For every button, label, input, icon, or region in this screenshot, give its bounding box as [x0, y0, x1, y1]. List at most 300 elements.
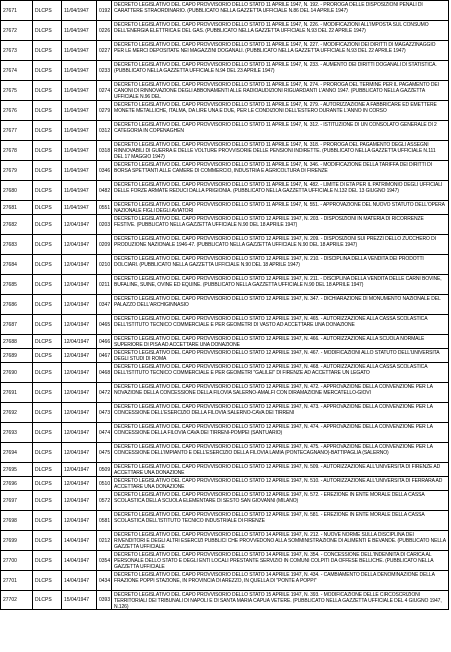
act-description: DECRETO LEGISLATIVO DEL CAPO PROVVISORIO DELLO STATO 12 APRILE 1947, N. 473. - APPROVAZIONE DELLA CONVENZIONE PER LA CONCESSIONE DELL'ESERCIZIO DELLA FILOVIA SALERNO-CAVA DEI TIRRENI	[114, 403, 433, 416]
act-type-cell	[33, 201, 62, 214]
act-type-cell	[33, 491, 62, 510]
act-description: DECRETO LEGISLATIVO DEL CAPO PROVVISORIO DELLO STATO 14 APRILE 1947, N. 434. - CAMBIAMENTO DELLA DENOMINAZIONE DELLA FRAZIONE POPPI STAZIONE, IN PROVINCIA DI AREZZO, IN QUELLA DI "PONTE A POPPI"	[114, 571, 435, 584]
table-row	[0, 362, 449, 382]
table-row	[0, 382, 449, 402]
act-type-cell	[33, 511, 62, 530]
act-number-cell	[97, 363, 112, 382]
record-id: 27674	[3, 67, 17, 74]
act-type: DLCPS	[35, 480, 52, 487]
record-id: 27688	[3, 338, 17, 345]
table-row	[0, 80, 449, 100]
act-number: 0312	[99, 127, 111, 134]
table-row	[0, 550, 449, 570]
act-number: 0279	[99, 107, 111, 114]
table-row	[0, 254, 449, 274]
act-date-cell	[62, 335, 97, 348]
act-description-cell	[112, 363, 448, 382]
act-type-cell	[33, 295, 62, 314]
act-description: DECRETO LEGISLATIVO DEL CAPO PROVVISORIO DELLO STATO 11 APRILE 1947, N. 192. - PROROGA DELLE DISPOSIZIONI PENALI DI CARATTERE STRAORDINARIO. (PUBBLICATO NELLA GAZZETTA UFFICIALE N.86 DEL 14 APRILE 1947)	[114, 1, 423, 14]
act-type: DLCPS	[35, 338, 52, 345]
act-description: DECRETO LEGISLATIVO DEL CAPO PROVVISORIO DELLO STATO 12 APRILE 1947, N. 475. - APPROVAZIONE DELLA CONVENZIONE PER LA CONCESSIONE DELL'IMPIANTO E DELL'ESERCIZIO DELLA FILOVIA LAMIA (PONTECAGNANO)-BATTIPAGLIA (SALERNO)	[114, 443, 433, 456]
act-date-cell	[62, 101, 97, 120]
act-type-cell	[33, 41, 62, 60]
table-row	[0, 402, 449, 422]
act-number: 0210	[99, 261, 111, 268]
record-id: 27697	[3, 497, 17, 504]
act-number-cell	[97, 491, 112, 510]
act-type: DLCPS	[35, 429, 52, 436]
act-description-cell	[112, 21, 448, 40]
act-number-cell	[97, 531, 112, 550]
act-type: DLCPS	[35, 301, 52, 308]
act-number-cell	[97, 349, 112, 362]
record-id-cell	[1, 335, 33, 348]
act-date-cell	[62, 61, 97, 80]
act-number: 0473	[99, 409, 111, 416]
act-number-cell	[97, 161, 112, 180]
act-date-cell	[62, 81, 97, 100]
act-number: 0233	[99, 67, 111, 74]
act-number-cell	[97, 477, 112, 490]
act-description-cell	[112, 591, 448, 609]
act-number: 0192	[99, 7, 111, 14]
record-id: 27694	[3, 449, 17, 456]
record-id-cell	[1, 295, 33, 314]
act-description-cell	[112, 315, 448, 334]
act-type-cell	[33, 121, 62, 140]
act-type: DLCPS	[35, 241, 52, 248]
act-description: DECRETO LEGISLATIVO DEL CAPO PROVVISORIO DELLO STATO 11 APRILE 1947, N. 346. - MODIFICAZIONE DELLA TARIFFA DEI DIRITTI DI BORSA SPETTANTI ALLE CAMERE DI COMMERCIO, INDUSTRIA E AGRICOLTURA DI FIRENZE	[114, 161, 432, 174]
act-type-cell	[33, 101, 62, 120]
record-id: 27671	[3, 7, 17, 14]
act-number-cell	[97, 463, 112, 476]
act-type-cell	[33, 315, 62, 334]
act-type: DLCPS	[35, 107, 52, 114]
record-id-cell	[1, 403, 33, 422]
act-description: DECRETO LEGISLATIVO DEL CAPO PROVVISORIO DELLO STATO 11 APRILE 1947, N. 279. - AUTORIZZAZIONE A FABBRICARE ED EMETTERE MONETE METALLICHE, ITALMA, DA LIRE UNA E DUE, PER LE CONDIZIONI DELL'ESTERO DURANTE L'ANNO IN CORSO	[114, 101, 437, 114]
act-type-cell	[33, 363, 62, 382]
act-type-cell	[33, 477, 62, 490]
act-number-cell	[97, 255, 112, 274]
act-type-cell	[33, 531, 62, 550]
act-number-cell	[97, 201, 112, 214]
act-description-cell	[112, 349, 448, 362]
record-id-cell	[1, 477, 33, 490]
act-date: 14/04/1947	[64, 557, 90, 564]
act-date: 11/04/1947	[64, 7, 89, 14]
table-row	[0, 530, 449, 550]
record-id-cell	[1, 1, 33, 20]
act-date: 12/04/1947	[64, 497, 90, 504]
record-id: 27698	[3, 517, 17, 524]
act-number-cell	[97, 61, 112, 80]
act-description: DECRETO LEGISLATIVO DEL CAPO PROVVISORIO DELLO STATO 12 APRILE 1947, N. 210. - DISCIPLINA DELLA VENDITA DEI PRODOTTI DOLCIARI. (PUBBLICATO NELLA GAZZETTA UFFICIALE N.90 DEL 18 APRILE 1947)	[114, 255, 424, 268]
act-description: DECRETO LEGISLATIVO DEL CAPO PROVVISORIO DELLO STATO 12 APRILE 1947, N. 510. - AUTORIZZAZIONE ALL'UNIVERSITA DI FERRARA AD ACCETTARE UNA DONAZIONE	[114, 477, 443, 490]
act-date: 12/04/1947	[64, 389, 90, 396]
record-id: 27678	[3, 147, 17, 154]
act-date: 11/04/1947	[64, 127, 89, 134]
table-row	[0, 422, 449, 442]
act-type: DLCPS	[35, 557, 52, 564]
table-row	[0, 490, 449, 510]
act-date: 11/04/1947	[64, 87, 89, 94]
act-description-cell	[112, 121, 448, 140]
act-description: DECRETO LEGISLATIVO DEL CAPO PROVVISORIO DELLO STATO 12 APRILE 1947, N. 581. - EREZIONE IN ENTE MORALE DELLA CASSA SCOLASTICA DELL'ISTITUTO TECNICO INDUSTRIALE DI FIRENZE	[114, 511, 425, 524]
table-row	[0, 348, 449, 362]
act-type: DLCPS	[35, 127, 52, 134]
act-description: DECRETO LEGISLATIVO DEL CAPO PROVVISORIO DELLO STATO 11 APRILE 1947, N. 482. - LIMITE DI ETA PER IL PATRIMONIO DEGLI UFFICIALI DELLE FORZE ARMATE REDUCI DALLA PRIGIONIA. (PUBBLICATO NELLA GAZZETTA UFFICIALE N.132 DEL 13 GIUGNO 1947)	[114, 181, 443, 194]
act-date-cell	[62, 141, 97, 160]
record-id-cell	[1, 363, 33, 382]
act-number: 0226	[99, 27, 111, 34]
act-number: 0551	[99, 204, 111, 211]
record-id: 27683	[3, 241, 17, 248]
act-description-cell	[112, 403, 448, 422]
act-date: 14/04/1947	[64, 577, 90, 584]
table-row	[0, 120, 449, 140]
act-date-cell	[62, 349, 97, 362]
act-date: 12/04/1947	[64, 321, 90, 328]
act-description-cell	[112, 443, 448, 462]
table-row	[0, 200, 449, 214]
act-number: 0510	[99, 480, 111, 487]
act-description-cell	[112, 477, 448, 490]
act-type: DLCPS	[35, 369, 52, 376]
act-description-cell	[112, 551, 448, 570]
act-type: DLCPS	[35, 147, 52, 154]
act-number: 0465	[99, 321, 111, 328]
act-description-cell	[112, 101, 448, 120]
act-type: DLCPS	[35, 517, 52, 524]
act-date-cell	[62, 531, 97, 550]
act-date-cell	[62, 363, 97, 382]
act-type-cell	[33, 1, 62, 20]
act-description-cell	[112, 161, 448, 180]
act-description-cell	[112, 141, 448, 160]
record-id-cell	[1, 349, 33, 362]
act-date: 12/04/1947	[64, 466, 90, 473]
act-number-cell	[97, 235, 112, 254]
act-number: 0274	[99, 87, 111, 94]
record-id-cell	[1, 161, 33, 180]
act-date: 12/04/1947	[64, 221, 90, 228]
act-description: DECRETO LEGISLATIVO DEL CAPO PROVVISORIO DELLO STATO 14 APRILE 1947, N. 354. - CONCESSIONE DELL'INDENNITA DI CARICA AL PERSONALE DELLO STATO E DEGLI ENTI LOCALI PRESTANTE SERVIZIO IN COMUNI COLPITI DA OFFESE BELLICHE. (PUBBLICATO NELLA GAZZETTA UFFICIALE	[114, 551, 434, 570]
act-date-cell	[62, 511, 97, 530]
act-number-cell	[97, 181, 112, 200]
act-date-cell	[62, 121, 97, 140]
act-description: DECRETO LEGISLATIVO DEL CAPO PROVVISORIO DELLO STATO 12 APRILE 1947, N. 466. - AUTORIZZAZIONE ALLA SCUOLA NORMALE SUPERIORE DI PISA AD ACCETTARE UNA DONAZIONE	[114, 335, 425, 348]
record-id-cell	[1, 235, 33, 254]
act-date: 11/04/1947	[64, 167, 89, 174]
act-number: 0581	[99, 517, 111, 524]
act-type-cell	[33, 551, 62, 570]
table-row	[0, 274, 449, 294]
act-type-cell	[33, 161, 62, 180]
act-type: DLCPS	[35, 466, 52, 473]
act-type: DLCPS	[35, 7, 52, 14]
act-date-cell	[62, 551, 97, 570]
act-type-cell	[33, 571, 62, 590]
record-id: 27684	[3, 261, 17, 268]
record-id-cell	[1, 383, 33, 402]
act-date-cell	[62, 315, 97, 334]
record-id-cell	[1, 315, 33, 334]
record-id: 27689	[3, 352, 17, 359]
table-row	[0, 442, 449, 462]
act-number: 0466	[99, 338, 111, 345]
table-row	[0, 476, 449, 490]
record-id: 27702	[3, 596, 17, 603]
table-row	[0, 294, 449, 314]
act-type: DLCPS	[35, 389, 52, 396]
act-date-cell	[62, 181, 97, 200]
act-type-cell	[33, 255, 62, 274]
act-description-cell	[112, 531, 448, 550]
act-number: 0346	[99, 167, 111, 174]
act-date-cell	[62, 403, 97, 422]
act-type: DLCPS	[35, 449, 52, 456]
act-number: 0211	[99, 281, 110, 288]
act-type: DLCPS	[35, 167, 52, 174]
act-type: DLCPS	[35, 352, 52, 359]
table-row	[0, 334, 449, 348]
act-type-cell	[33, 383, 62, 402]
table-row	[0, 462, 449, 476]
act-description: DECRETO LEGISLATIVO DEL CAPO PROVVISORIO DELLO STATO 12 APRILE 1947, N. 472. - APPROVAZIONE DELLA CONVENZIONE PER LA NOVAZIONE DELLA CONCESSIONE DELLA FILOVIA SALERNO-AMALFI CON DIRAMAZIONE MERCATELLO-GIOVI	[114, 383, 433, 396]
record-id-cell	[1, 215, 33, 234]
act-type-cell	[33, 61, 62, 80]
act-description: DECRETO LEGISLATIVO DEL CAPO PROVVISORIO DELLO STATO 15 APRILE 1947, N. 393. - MODIFICAZIONE DELLE CIRCOSCRIZIONI TERRITORIALI DEI TRIBUNALI DI NAPOLI E DI SANTA MARIA CAPUA VETERE. (PUBBLICATO NELLA GAZZETTA UFFICIALE DEL 4 GIUGNO 1947, N.126)	[114, 591, 442, 610]
record-id-cell	[1, 551, 33, 570]
record-id: 27699	[3, 537, 17, 544]
act-type-cell	[33, 349, 62, 362]
record-id-cell	[1, 21, 33, 40]
record-id-cell	[1, 101, 33, 120]
act-description-cell	[112, 491, 448, 510]
act-date-cell	[62, 41, 97, 60]
act-number: 0475	[99, 449, 111, 456]
record-id-cell	[1, 61, 33, 80]
act-type: DLCPS	[35, 87, 52, 94]
act-number-cell	[97, 511, 112, 530]
act-description: DECRETO LEGISLATIVO DEL CAPO PROVVISORIO DELLO STATO 12 APRILE 1947, N. 468. - AUTORIZZAZIONE ALLA CASSA SCOLASTICA DELL'ISTITUTO TECNICO COMMERCIALE E PER GEOMETRI "GALILEI" DI FIRENZE AD ACCETTARE UN LEGATO	[114, 363, 428, 376]
table-row	[0, 20, 449, 40]
act-number: 0354	[99, 557, 111, 564]
act-number-cell	[97, 141, 112, 160]
act-description-cell	[112, 335, 448, 348]
act-type: DLCPS	[35, 321, 52, 328]
act-description-cell	[112, 41, 448, 60]
act-date-cell	[62, 591, 97, 609]
act-description: DECRETO LEGISLATIVO DEL CAPO PROVVISORIO DELLO STATO 12 APRILE 1947, N. 474. - APPROVAZIONE DELLA CONVENZIONE PER LA CONCESSIONE DELLA FILOVIA CAVA DEI TIRRENI-POMPEI (SANTUARIO)	[114, 423, 433, 436]
record-id-cell	[1, 201, 33, 214]
act-description-cell	[112, 181, 448, 200]
act-date-cell	[62, 491, 97, 510]
record-id: 27682	[3, 221, 17, 228]
act-type-cell	[33, 235, 62, 254]
act-date: 12/04/1947	[64, 517, 90, 524]
act-type: DLCPS	[35, 596, 52, 603]
act-date: 12/04/1947	[64, 301, 90, 308]
act-number-cell	[97, 21, 112, 40]
table-row	[0, 140, 449, 160]
record-id-cell	[1, 443, 33, 462]
act-type-cell	[33, 81, 62, 100]
act-number-cell	[97, 423, 112, 442]
act-type: DLCPS	[35, 409, 52, 416]
table-row	[0, 570, 449, 590]
record-id: 27685	[3, 281, 17, 288]
act-description: DECRETO LEGISLATIVO DEL CAPO PROVVISORIO DELLO STATO 12 APRILE 1947, N. 203. - DISPOSIZIONI IN MATERIA DI RICORRENZE FESTIVE. (PUBBLICATO NELLA GAZZETTA UFFICIALE N.90 DEL 18 APRILE 1947)	[114, 215, 424, 228]
act-number-cell	[97, 81, 112, 100]
act-description-cell	[112, 81, 448, 100]
act-number-cell	[97, 41, 112, 60]
act-date: 11/04/1947	[64, 67, 89, 74]
act-number: 0467	[99, 352, 111, 359]
act-description-cell	[112, 235, 448, 254]
act-type-cell	[33, 141, 62, 160]
record-id: 27675	[3, 87, 17, 94]
table-row	[0, 510, 449, 530]
act-description-cell	[112, 423, 448, 442]
act-date: 14/04/1947	[64, 537, 90, 544]
record-id-cell	[1, 463, 33, 476]
act-date: 11/04/1947	[64, 204, 89, 211]
act-type: DLCPS	[35, 27, 52, 34]
act-type-cell	[33, 443, 62, 462]
act-number: 0509	[99, 466, 111, 473]
record-id: 27676	[3, 107, 17, 114]
act-description: DECRETO LEGISLATIVO DEL CAPO PROVVISORIO DELLO STATO 11 APRILE 1947, N. 551. - APPROVAZIONE DEL NUOVO STATUTO DELL'OPERA NAZIONALE FIGLI DEGLI AVIATORI	[114, 201, 445, 214]
act-description: DECRETO LEGISLATIVO DEL CAPO PROVVISORIO DELLO STATO 11 APRILE 1947, N. 226. - MODIFICAZIONI ALL'IMPOSTA SUL CONSUMO DELL'ENERGIA ELETTRICA E DEL GAS. (PUBBLICATO NELLA GAZZETTA UFFICIALE N.93 DEL 22 APRILE 1947)	[114, 21, 429, 34]
act-number-cell	[97, 443, 112, 462]
act-type: DLCPS	[35, 497, 52, 504]
act-description: DECRETO LEGISLATIVO DEL CAPO PROVVISORIO DELLO STATO 12 APRILE 1947, N. 347. - DICHIARAZIONE DI MONUMENTO NAZIONALE DEL PALAZZO DELL'ARCHIGINNASIO	[114, 295, 441, 308]
record-id-cell	[1, 531, 33, 550]
record-id: 27701	[3, 577, 17, 584]
record-id: 27693	[3, 429, 17, 436]
act-number: 0434	[99, 577, 111, 584]
act-date: 12/04/1947	[64, 352, 90, 359]
act-date-cell	[62, 161, 97, 180]
act-description: DECRETO LEGISLATIVO DEL CAPO PROVVISORIO DELLO STATO 12 APRILE 1947, N. 467. - MODIFICAZIONI ALLO STATUTO DELL'UNIVERSITA DEGLI STUDI DI ROMA	[114, 349, 440, 362]
act-date: 11/04/1947	[64, 47, 89, 54]
act-number: 0227	[99, 47, 111, 54]
act-number: 0468	[99, 369, 111, 376]
act-number-cell	[97, 571, 112, 590]
act-date: 12/04/1947	[64, 409, 90, 416]
act-type: DLCPS	[35, 577, 52, 584]
record-id-cell	[1, 511, 33, 530]
act-number: 0482	[99, 187, 111, 194]
act-description-cell	[112, 571, 448, 590]
act-type-cell	[33, 215, 62, 234]
act-type-cell	[33, 275, 62, 294]
table-row	[0, 60, 449, 80]
record-id: 27672	[3, 27, 17, 34]
act-date-cell	[62, 255, 97, 274]
record-id: 27680	[3, 187, 17, 194]
act-type-cell	[33, 335, 62, 348]
act-date-cell	[62, 423, 97, 442]
act-type: DLCPS	[35, 281, 52, 288]
record-id-cell	[1, 121, 33, 140]
act-description: DECRETO LEGISLATIVO DEL CAPO PROVVISORIO DELLO STATO 11 APRILE 1947, N. 233. - AUMENTO DEI DIRITTI DOGANALI DI STATISTICA. (PUBBLICATO NELLA GAZZETTA UFFICIALE N.94 DEL 23 APRILE 1947)	[114, 61, 437, 74]
act-date: 11/04/1947	[64, 107, 89, 114]
act-description-cell	[112, 61, 448, 80]
table-row	[0, 160, 449, 180]
act-description: DECRETO LEGISLATIVO DEL CAPO PROVVISORIO DELLO STATO 12 APRILE 1947, N. 209. - DISPOSIZIONI SUI PREZZI DELLO ZUCCHERO DI PRODUZIONE NAZIONALE 1946-47. (PUBBLICATO NELLA GAZZETTA UFFICIALE N.90 DEL 18 APRILE 1947)	[114, 235, 436, 248]
act-type-cell	[33, 463, 62, 476]
act-type: DLCPS	[35, 537, 52, 544]
act-number-cell	[97, 121, 112, 140]
act-date: 11/04/1947	[64, 147, 89, 154]
act-number-cell	[97, 335, 112, 348]
act-description-cell	[112, 1, 448, 20]
record-id-cell	[1, 275, 33, 294]
act-date: 12/04/1947	[64, 281, 90, 288]
act-number-cell	[97, 275, 112, 294]
record-id-cell	[1, 571, 33, 590]
act-description-cell	[112, 463, 448, 476]
record-id-cell	[1, 423, 33, 442]
act-date: 12/04/1947	[64, 429, 90, 436]
act-date-cell	[62, 571, 97, 590]
act-date-cell	[62, 1, 97, 20]
record-id: 27695	[3, 466, 17, 473]
act-date: 12/04/1947	[64, 369, 90, 376]
act-description: DECRETO LEGISLATIVO DEL CAPO PROVVISORIO DELLO STATO 11 APRILE 1947, N. 318. - PROROGA DEL PAGAMENTO DEGLI ASSEGNI RINNOVABILI DI GUERRA E DELLE VOLTURE PROVVISORIE DELLE PENSIONI INDIRETTE. (PUBBLICATO NELLA GAZZETTA UFFICIALE N.111 DEL 17 MAGGIO 1947)	[114, 141, 436, 160]
act-number-cell	[97, 403, 112, 422]
act-type-cell	[33, 423, 62, 442]
record-id: 27691	[3, 389, 17, 396]
act-date: 12/04/1947	[64, 261, 90, 268]
act-number: 0393	[99, 596, 111, 603]
act-type-cell	[33, 591, 62, 609]
act-description-cell	[112, 511, 448, 530]
record-id-cell	[1, 491, 33, 510]
table-row	[0, 40, 449, 60]
act-date: 12/04/1947	[64, 241, 90, 248]
record-id-cell	[1, 81, 33, 100]
act-number-cell	[97, 215, 112, 234]
act-date: 15/04/1947	[64, 596, 90, 603]
act-type: DLCPS	[35, 67, 52, 74]
record-id: 27687	[3, 321, 17, 328]
act-type: DLCPS	[35, 261, 52, 268]
act-description-cell	[112, 201, 448, 214]
act-description: DECRETO LEGISLATIVO DEL CAPO PROVVISORIO DELLO STATO 11 APRILE 1947, N. 274. - PROROGA DEL TERMINE PER IL PAGAMENTO DEI CANONI DI RINNOVAZIONE DEGLI ABBONAMENTI ALLE RADIOAUDIZIONI RIGUARDANTI L'ANNO 1947. (PUBBLICATO NELLA GAZZETTA UFFICIALE N.96 DEL	[114, 81, 439, 100]
record-id-cell	[1, 141, 33, 160]
act-number: 0472	[99, 389, 111, 396]
table-row	[0, 590, 449, 610]
record-id: 27681	[3, 204, 17, 211]
act-date-cell	[62, 275, 97, 294]
act-description-cell	[112, 275, 448, 294]
act-number: 0347	[99, 301, 111, 308]
record-id-cell	[1, 591, 33, 609]
table-row	[0, 234, 449, 254]
act-date-cell	[62, 215, 97, 234]
act-description: DECRETO LEGISLATIVO DEL CAPO PROVVISORIO DELLO STATO 14 APRILE 1947, N. 212. - NUOVE NORME SULLA DISCIPLINA DEI RIVENDITORI E DEGLI ALTRI ESERCIZI PUBBLICI CHE PROVVEDONO ALLA SOMMINISTRAZIONE DI ALIMENTI E BEVANDE. (PUBBLICATO NELLA GAZZETTA UFFICIALE	[114, 531, 446, 550]
act-description-cell	[112, 215, 448, 234]
act-description: DECRETO LEGISLATIVO DEL CAPO PROVVISORIO DELLO STATO 12 APRILE 1947, N. 465. - AUTORIZZAZIONE ALLA CASSA SCOLASTICA DELL'ISTITUTO TECNICO COMMERCIALE E PER GEOMETRI DI VASTO AD ACCETTARE UNA DONAZIONE	[114, 315, 428, 328]
act-description: DECRETO LEGISLATIVO DEL CAPO PROVVISORIO DELLO STATO 12 APRILE 1947, N. 509. - AUTORIZZAZIONE ALL'UNIVERSITA DI FIRENZE AD ACCETTARE UNA DONAZIONE	[114, 463, 441, 476]
act-number-cell	[97, 591, 112, 609]
record-id: 27690	[3, 369, 17, 376]
act-number: 0212	[99, 537, 111, 544]
act-date-cell	[62, 201, 97, 214]
